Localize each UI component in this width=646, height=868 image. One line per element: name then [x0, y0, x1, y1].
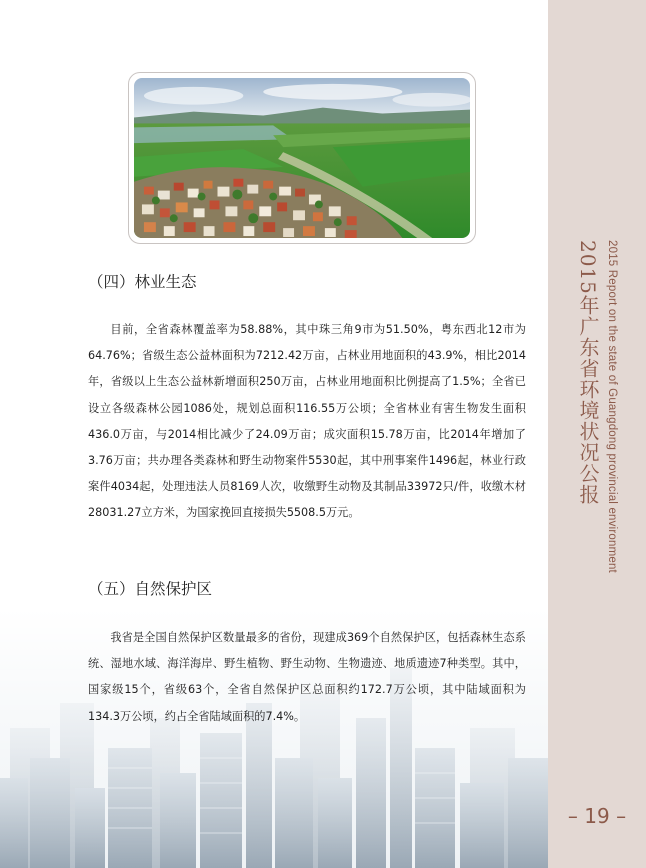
page-number: – 19 – [567, 804, 627, 828]
aerial-photo-frame [128, 72, 476, 244]
report-title-english: 2015 Report on the state of Guangdong provincial environment [606, 240, 618, 573]
section-paragraph-forestry: 目前，全省森林覆盖率为58.88%，其中珠三角9市为51.50%，粤东西北12市为64.76%；省级生态公益林面积为7212.42万亩，占林业用地面积的43.9%，相比2014年，省级以上生态公益林新增面积250万亩，占林业用地面积比例提高了1.5%；全省已设立各级森林公园1086处，规划总面积116.55万公顷；全省林业有害生物发生面积436.0万亩，与2014相比减少了24.09万亩；成灾面积15.78万亩，比2014年增加了3.76万亩；共办理各类森林和野生动物案件5530起，其中刑事案件1496起，林业行政案件4034起，处理违法人员8169人次，收缴野生动物及其制品33972只/件，收缴木材28031.27立方米，为国家挽回直接损失5508.5万元。 [88, 323, 526, 520]
section-paragraph-nature-reserves: 我省是全国自然保护区数量最多的省份，现建成369个自然保护区，包括森林生态系统、湿地水域、海洋海岸、野生植物、野生动物、生物遗迹、地质遗迹7种类型。其中，国家级15个，省级63个，全省自然保护区总面积约172.7万公顷，其中陆域面积为134.3万公顷，约占全省陆域面积的7.4%。 [88, 631, 526, 723]
section-heading-forestry: （四）林业生态 [88, 273, 197, 291]
sidebar-report-title [574, 240, 622, 573]
section-heading-nature-reserves: （五）自然保护区 [88, 580, 213, 598]
report-title-chinese: 2015年广东省环境状况公报 [576, 240, 600, 505]
aerial-village-photo [134, 78, 470, 238]
report-sidebar [548, 0, 646, 868]
